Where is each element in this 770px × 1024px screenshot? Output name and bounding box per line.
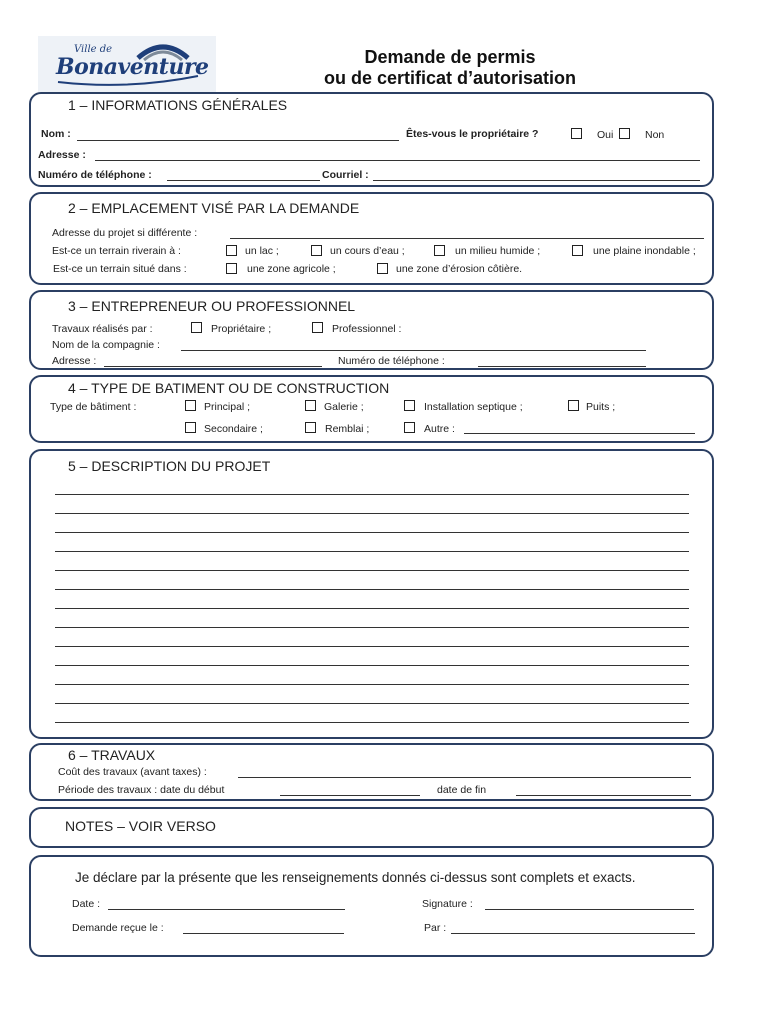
section6-heading: 6 – TRAVAUX — [68, 747, 156, 763]
principal-label: Principal ; — [204, 401, 251, 413]
description-line[interactable] — [55, 684, 689, 685]
date-debut-field[interactable] — [280, 795, 420, 796]
cout-label: Coût des travaux (avant taxes) : — [58, 766, 207, 778]
secondaire-label: Secondaire ; — [204, 423, 263, 435]
courriel-label: Courriel : — [322, 169, 369, 181]
demande-recue-field[interactable] — [183, 933, 344, 934]
lac-label: un lac ; — [245, 245, 279, 257]
entrepreneur-telephone-label: Numéro de téléphone : — [338, 355, 445, 367]
section3-heading: 3 – ENTREPRENEUR OU PROFESSIONNEL — [68, 298, 356, 314]
declaration-text: Je déclare par la présente que les renseignements donnés ci-dessus sont complets et exacts. — [75, 870, 636, 885]
zone-agricole-checkbox[interactable] — [226, 263, 237, 274]
travaux-par-label: Travaux réalisés par : — [52, 323, 153, 335]
description-line[interactable] — [55, 513, 689, 514]
adresse-projet-field[interactable] — [230, 238, 704, 239]
adresse-projet-label: Adresse du projet si différente : — [52, 227, 198, 239]
plaine-inondable-checkbox[interactable] — [572, 245, 583, 256]
zone-agricole-label: une zone agricole ; — [247, 263, 336, 275]
cours-eau-checkbox[interactable] — [311, 245, 322, 256]
plaine-inondable-label: une plaine inondable ; — [593, 245, 696, 257]
section5-heading: 5 – DESCRIPTION DU PROJET — [68, 458, 271, 474]
description-line[interactable] — [55, 703, 689, 704]
autre-label: Autre : — [424, 423, 455, 435]
date-field[interactable] — [108, 909, 345, 910]
logo-small-text: Ville de — [74, 44, 113, 55]
telephone-field[interactable] — [167, 180, 320, 181]
entrepreneur-telephone-field[interactable] — [478, 366, 646, 367]
lac-checkbox[interactable] — [226, 245, 237, 256]
installation-septique-label: Installation septique ; — [424, 401, 523, 413]
description-line[interactable] — [55, 665, 689, 666]
section-description — [29, 449, 714, 739]
section2-heading: 2 – EMPLACEMENT VISÉ PAR LA DEMANDE — [68, 200, 360, 216]
professionnel-checkbox[interactable] — [312, 322, 323, 333]
principal-checkbox[interactable] — [185, 400, 196, 411]
logo-main-text: Bonaventure — [56, 54, 209, 80]
situe-label: Est-ce un terrain situé dans : — [53, 263, 187, 275]
description-line[interactable] — [55, 532, 689, 533]
signature-label: Signature : — [422, 898, 473, 910]
oui-label: Oui — [597, 129, 614, 141]
installation-septique-checkbox[interactable] — [404, 400, 415, 411]
remblai-checkbox[interactable] — [305, 422, 316, 433]
par-label: Par : — [424, 922, 447, 934]
non-checkbox[interactable] — [619, 128, 630, 139]
page-title-line2: ou de certificat d’autorisation — [323, 68, 577, 88]
courriel-field[interactable] — [373, 180, 700, 181]
nom-field[interactable] — [77, 140, 399, 141]
description-line[interactable] — [55, 627, 689, 628]
secondaire-checkbox[interactable] — [185, 422, 196, 433]
oui-checkbox[interactable] — [571, 128, 582, 139]
date-label: Date : — [72, 898, 101, 910]
type-batiment-label: Type de bâtiment : — [50, 401, 137, 413]
telephone-label: Numéro de téléphone : — [38, 169, 152, 181]
puits-label: Puits ; — [586, 401, 616, 413]
date-fin-label: date de fin — [437, 784, 487, 796]
milieu-humide-label: un milieu humide ; — [455, 245, 541, 257]
riverain-label: Est-ce un terrain riverain à : — [52, 245, 181, 257]
cours-eau-label: un cours d’eau ; — [330, 245, 405, 257]
professionnel-label: Professionnel : — [332, 323, 402, 335]
bonaventure-logo — [38, 36, 216, 92]
adresse-label: Adresse : — [38, 149, 86, 161]
entrepreneur-adresse-label: Adresse : — [52, 355, 97, 367]
description-line[interactable] — [55, 551, 689, 552]
page-title-line1: Demande de permis — [364, 47, 536, 67]
zone-erosion-label: une zone d’érosion côtière. — [396, 263, 523, 275]
nom-label: Nom : — [41, 128, 71, 140]
cout-field[interactable] — [238, 777, 691, 778]
description-line[interactable] — [55, 722, 689, 723]
section4-heading: 4 – TYPE DE BATIMENT OU DE CONSTRUCTION — [68, 380, 390, 396]
adresse-field[interactable] — [95, 160, 700, 161]
galerie-label: Galerie ; — [324, 401, 364, 413]
non-label: Non — [645, 129, 665, 141]
description-line[interactable] — [55, 608, 689, 609]
autre-field[interactable] — [464, 433, 695, 434]
compagnie-field[interactable] — [181, 350, 646, 351]
section1-heading: 1 – INFORMATIONS GÉNÉRALES — [68, 97, 288, 113]
proprietaire-label: Propriétaire ; — [211, 323, 272, 335]
description-line[interactable] — [55, 646, 689, 647]
notes-heading: NOTES – VOIR VERSO — [65, 818, 216, 834]
galerie-checkbox[interactable] — [305, 400, 316, 411]
proprietaire-checkbox[interactable] — [191, 322, 202, 333]
compagnie-label: Nom de la compagnie : — [52, 339, 160, 351]
par-field[interactable] — [451, 933, 695, 934]
proprietaire-question: Êtes-vous le propriétaire ? — [406, 128, 539, 140]
zone-erosion-checkbox[interactable] — [377, 263, 388, 274]
date-fin-field[interactable] — [516, 795, 691, 796]
autre-checkbox[interactable] — [404, 422, 415, 433]
puits-checkbox[interactable] — [568, 400, 579, 411]
remblai-label: Remblai ; — [325, 423, 370, 435]
description-line[interactable] — [55, 494, 689, 495]
signature-field[interactable] — [485, 909, 694, 910]
milieu-humide-checkbox[interactable] — [434, 245, 445, 256]
periode-label: Période des travaux : date du début — [58, 784, 225, 796]
demande-recue-label: Demande reçue le : — [72, 922, 164, 934]
description-line[interactable] — [55, 589, 689, 590]
entrepreneur-adresse-field[interactable] — [104, 366, 322, 367]
description-line[interactable] — [55, 570, 689, 571]
